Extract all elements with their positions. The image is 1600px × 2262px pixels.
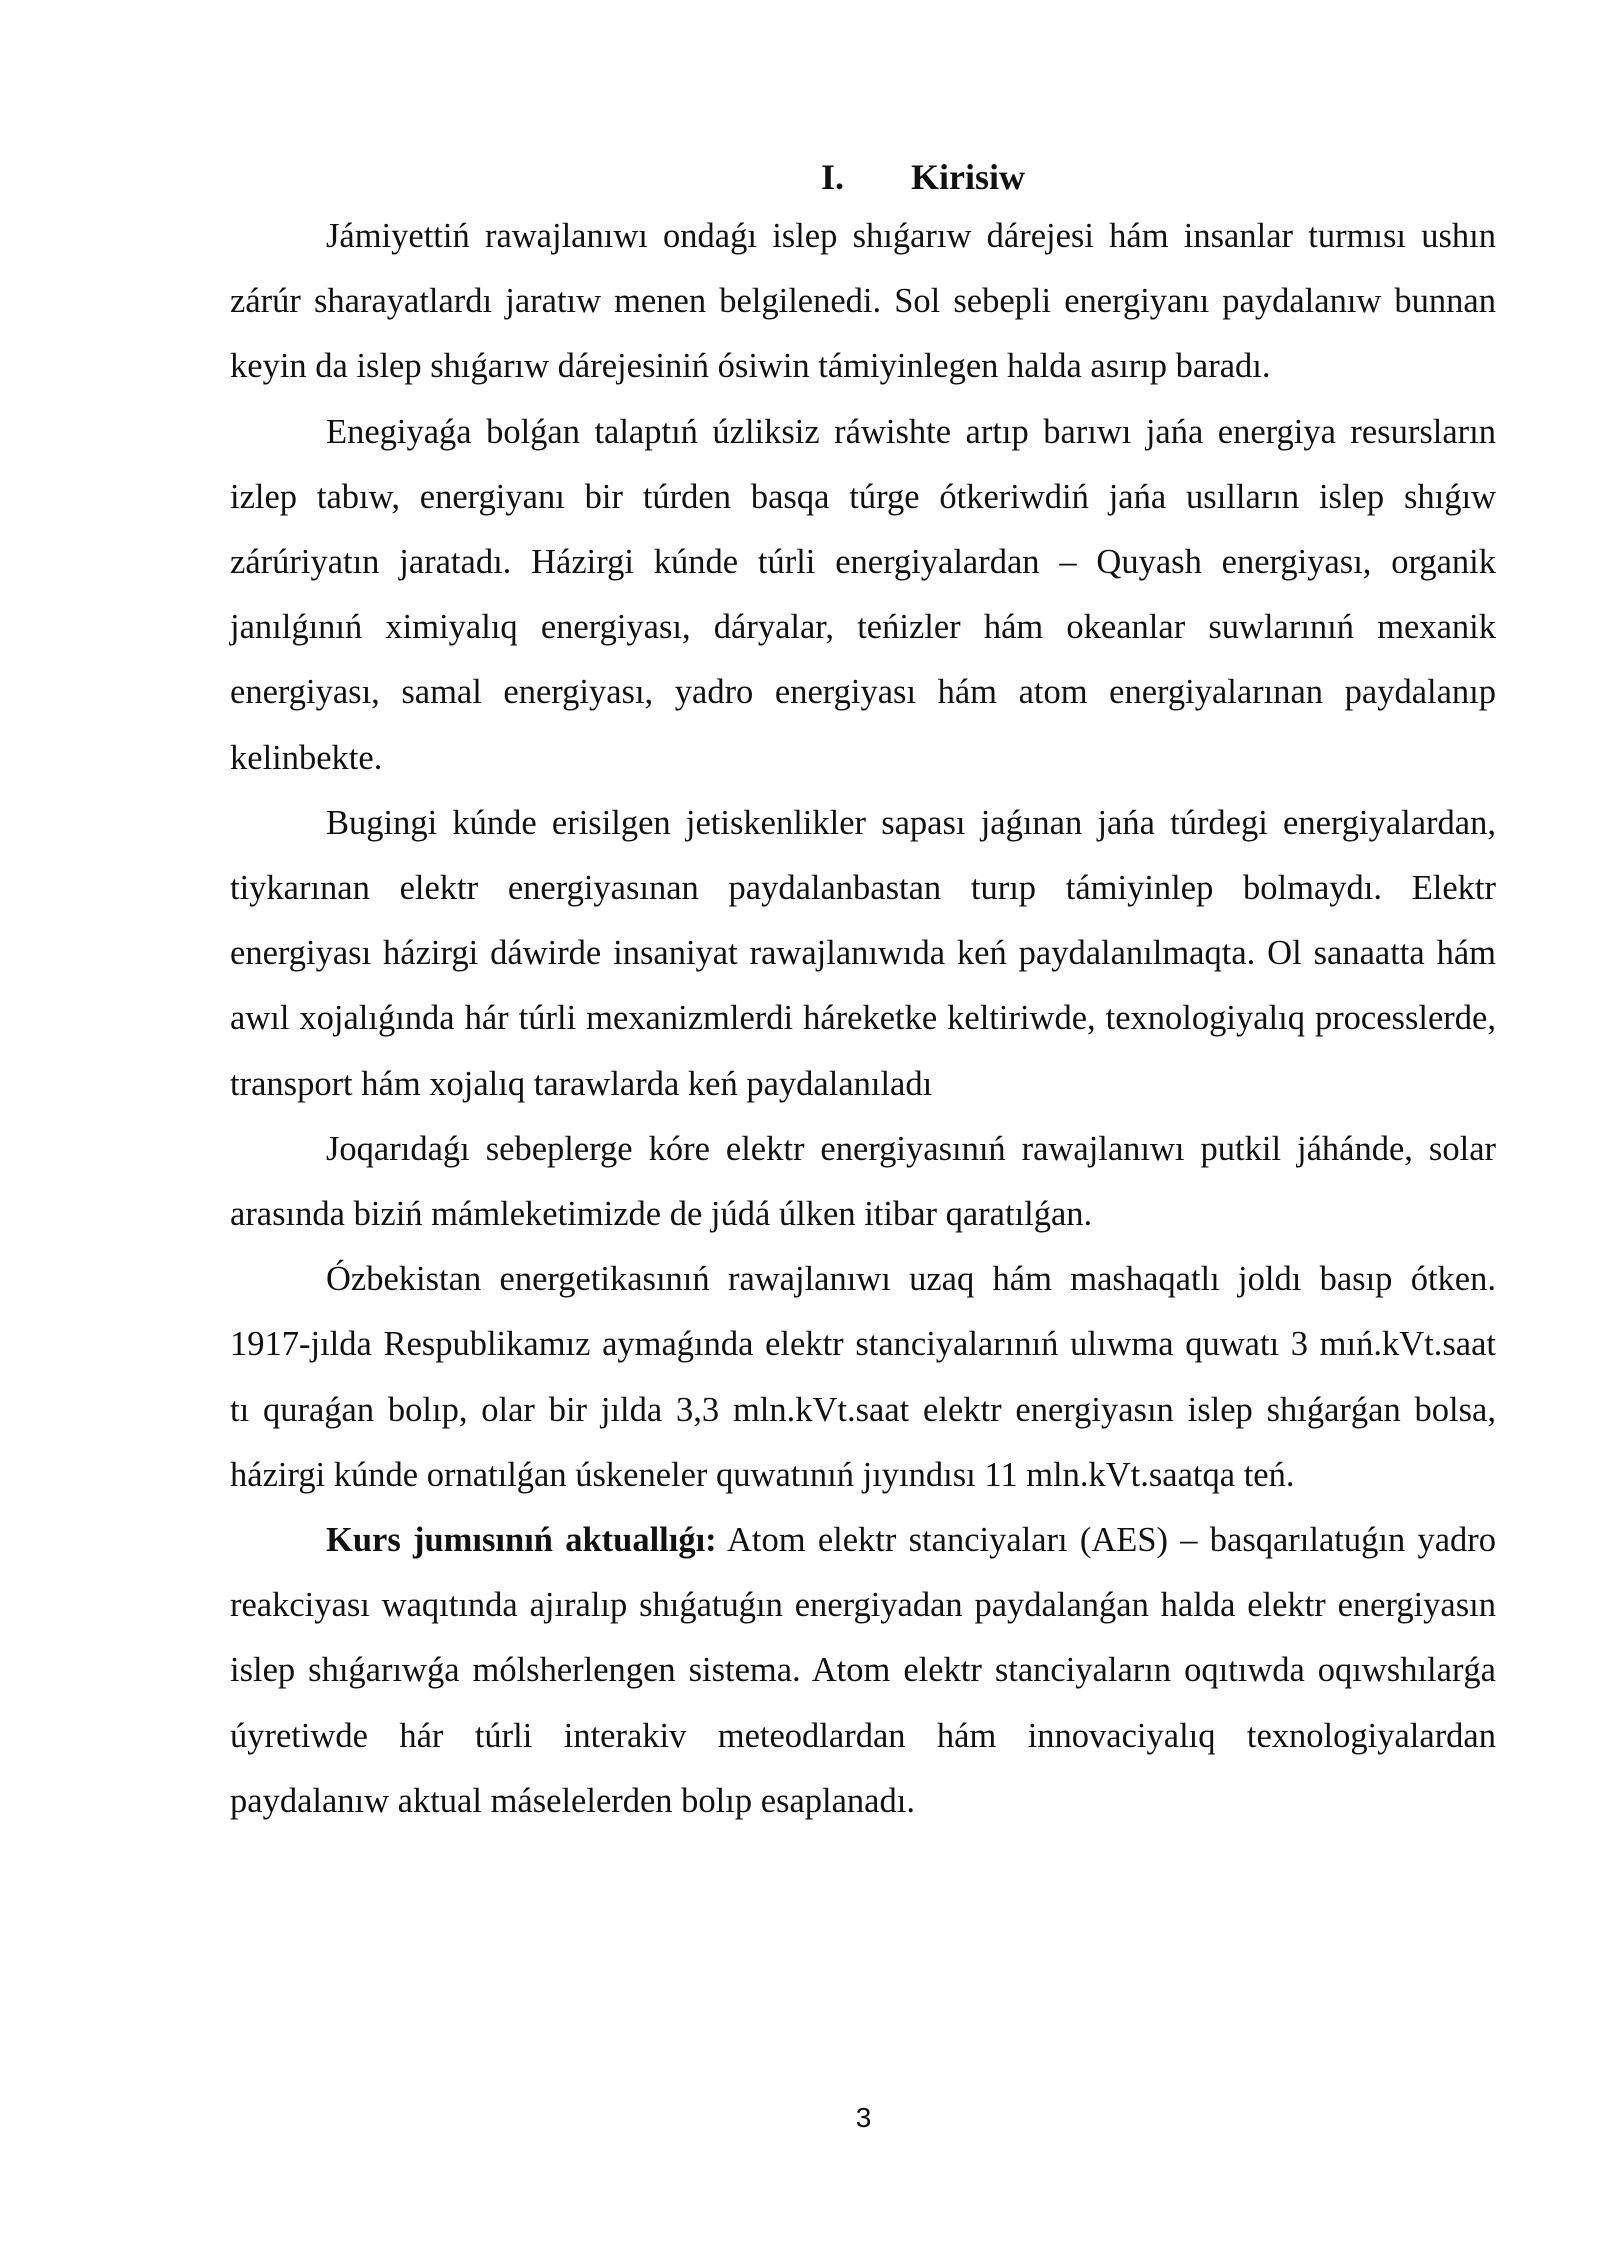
section-title: Kirisiw <box>911 157 1025 197</box>
paragraph-3: Bugingi kúnde erisilgen jetiskenlikler sapası jaǵınan jańa túrdegi energiyalardan, tiykarınan elektr energiyasınan paydalanbastan turıp támiyinlep bolmaydı. Elektr energiyası házirgi dáwirde insaniyat rawajlanıwıda keń paydalanılmaqta. Ol sanaatta hám awıl xojalıǵında hár túrli mexanizmlerdi háreketke keltiriwde, texnologiyalıq processlerde, transport hám xojalıq tarawlarda keń paydalanıladı <box>230 803 1496 1103</box>
paragraph-4: Joqarıdaǵı sebeplerge kóre elektr energiyasınıń rawajlanıwı putkil jáhánde, solar arasında biziń mámleketimizde de júdá úlken itibar qaratılǵan. <box>230 1129 1496 1234</box>
page-number: 3 <box>855 2102 872 2133</box>
paragraph-5: Ózbekistan energetikasınıń rawajlanıwı uzaq hám mashaqatlı joldı basıp ótken. 1917-jılda Respublikamız aymaǵında elektr stanciyalarınıń ulıwma quwatı 3 mıń.kVt.saat tı quraǵan bolıp, olar bir jılda 3,3 mln.kVt.saat elektr energiyasın islep shıǵarǵan bolsa, házirgi kúnde ornatılǵan úskeneler quwatınıń jıyındısı 11 mln.kVt.saatqa teń. <box>230 1260 1496 1494</box>
paragraph-2: Enegiyaǵa bolǵan talaptıń úzliksiz ráwishte artıp barıwı jańa energiya resursların izlep tabıw, energiyanı bir túrden basqa túrge ótkeriwdiń jańa usılların islep shıǵıw zárúriyatın jaratadı. Házirgi kúnde túrli energiyalardan – Quyash energiyası, organik janılǵınıń ximiyalıq energiyası, dáryalar, teńizler hám okeanlar suwlarınıń mexanik energiyası, samal energiyası, yadro energiyası hám atom energiyalarınan paydalanıp kelinbekte. <box>230 412 1496 777</box>
section-heading <box>350 150 1496 204</box>
paragraph-1: Jámiyettiń rawajlanıwı ondaǵı islep shıǵarıw dárejesi hám insanlar turmısı ushın zárúr sharayatlardı jaratıw menen belgilenedi. Sol sebepli energiyanı paydalanıw bunnan keyin da islep shıǵarıw dárejesiniń ósiwin támiyinlegen halda asırıp baradı. <box>230 217 1496 386</box>
aktuallik-label: Kurs jumısınıń aktuallıǵı: <box>326 1521 717 1560</box>
aktuallik-text: Atom elektr stanciyaları (AES) – basqarılatuǵın yadro reakciyası waqıtında ajıralıp shıǵatuǵın energiyadan paydalanǵan halda elektr energiyasın islep shıǵarıwǵa mólsherlengen sistema. Atom elektr stanciyaların oqıtıwda oqıwshılarǵa úyretiwde hár túrli interakiv meteodlardan hám innovaciyalıq texnologiyalardan paydalanıw aktual máselelerden bolıp esaplanadı. <box>230 1521 1496 1820</box>
section-number: I. <box>821 157 845 197</box>
paragraph-aktuallik <box>230 1508 1496 1834</box>
page-body <box>230 150 1496 1834</box>
